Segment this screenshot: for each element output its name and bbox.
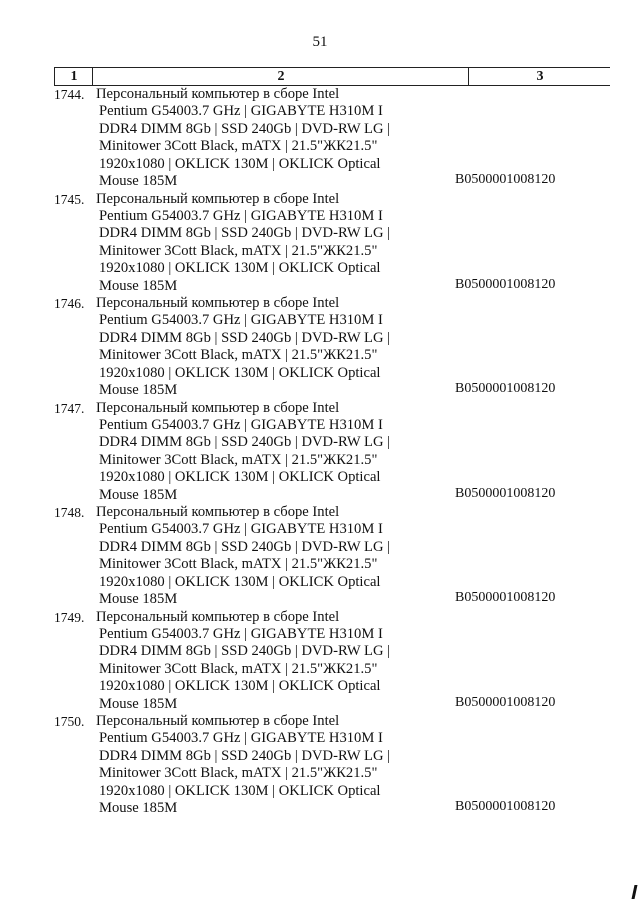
table-body (54, 86, 610, 818)
description-line: DDR4 DIMM 8Gb | SSD 240Gb | DVD-RW LG | (99, 747, 391, 764)
description-line: Pentium G54003.7 GHz | GIGABYTE H310M I (99, 521, 383, 538)
table-row (54, 504, 610, 609)
table-header-row (54, 67, 610, 86)
description-line: Minitower 3Cott Black, mATX | 21.5"ЖК21.5" (99, 138, 378, 155)
table-row (54, 86, 610, 191)
description-line: Персональный компьютер в сборе Intel (96, 295, 340, 311)
description-line: Minitower 3Cott Black, mATX | 21.5"ЖК21.5" (99, 765, 378, 782)
row-number: 1750. (54, 714, 85, 729)
row-number: 1747. (54, 400, 85, 416)
description-line: 1920x1080 | OKLICK 130M | OKLICK Optical (99, 469, 381, 486)
row-number: 1744. (54, 87, 85, 102)
table-row (54, 400, 610, 505)
description-line: Minitower 3Cott Black, mATX | 21.5"ЖК21.5" (99, 451, 378, 468)
inventory-code: B0500001008120 (455, 590, 556, 606)
description-line: Pentium G54003.7 GHz | GIGABYTE H310M I (99, 625, 383, 642)
description-line: Персональный компьютер в сборе Intel (96, 608, 340, 625)
row-description (96, 86, 426, 190)
description-line: 1920x1080 | OKLICK 130M | OKLICK Optical (99, 155, 381, 172)
description-line: Mouse 185M (99, 695, 178, 712)
inventory-code: B0500001008120 (455, 485, 556, 501)
description-line: Mouse 185M (99, 486, 178, 503)
inventory-code: B0500001008120 (455, 694, 556, 710)
description-line: Персональный компьютер в сборе Intel (96, 399, 340, 416)
description-line: 1920x1080 | OKLICK 130M | OKLICK Optical (99, 260, 381, 277)
column-header-2: 2 (92, 68, 469, 85)
page-number: 51 (312, 34, 328, 50)
inventory-table (54, 67, 610, 818)
description-line: DDR4 DIMM 8Gb | SSD 240Gb | DVD-RW LG | (99, 538, 391, 555)
table-row (54, 609, 610, 714)
description-line: Mouse 185M (99, 382, 178, 399)
row-number: 1746. (54, 296, 85, 311)
description-line: 1920x1080 | OKLICK 130M | OKLICK Optical (99, 782, 381, 799)
description-line: 1920x1080 | OKLICK 130M | OKLICK Optical (99, 678, 381, 695)
inventory-code: B0500001008120 (455, 172, 556, 188)
description-line: 1920x1080 | OKLICK 130M | OKLICK Optical (99, 364, 381, 381)
row-description (96, 504, 426, 608)
row-description (96, 400, 426, 504)
description-line: Minitower 3Cott Black, mATX | 21.5"ЖК21.5" (99, 242, 378, 259)
table-row (54, 713, 610, 818)
table-row (54, 191, 610, 296)
description-line: Pentium G54003.7 GHz | GIGABYTE H310M I (99, 207, 383, 224)
description-line: DDR4 DIMM 8Gb | SSD 240Gb | DVD-RW LG | (99, 643, 391, 660)
row-description (96, 191, 426, 295)
table-row (54, 295, 610, 400)
description-line: Персональный компьютер в сборе Intel (96, 504, 340, 520)
description-line: Mouse 185M (99, 277, 178, 294)
description-line: Mouse 185M (99, 173, 178, 190)
description-line: Minitower 3Cott Black, mATX | 21.5"ЖК21.5" (99, 347, 378, 364)
scan-artifact-mark (632, 885, 638, 899)
row-number: 1745. (54, 191, 85, 207)
description-line: DDR4 DIMM 8Gb | SSD 240Gb | DVD-RW LG | (99, 225, 391, 242)
description-line: Minitower 3Cott Black, mATX | 21.5"ЖК21.5" (99, 660, 378, 677)
description-line: Minitower 3Cott Black, mATX | 21.5"ЖК21.5" (99, 556, 378, 573)
inventory-code: B0500001008120 (455, 799, 556, 815)
inventory-code: B0500001008120 (455, 276, 556, 292)
description-line: DDR4 DIMM 8Gb | SSD 240Gb | DVD-RW LG | (99, 120, 391, 137)
description-line: Персональный компьютер в сборе Intel (96, 713, 340, 729)
description-line: Персональный компьютер в сборе Intel (96, 190, 340, 207)
description-line: 1920x1080 | OKLICK 130M | OKLICK Optical (99, 573, 381, 590)
column-header-3: 3 (468, 68, 611, 85)
description-line: Персональный компьютер в сборе Intel (96, 86, 340, 102)
row-description (96, 295, 426, 399)
row-description (96, 609, 426, 713)
inventory-code: B0500001008120 (455, 381, 556, 397)
row-description (96, 713, 426, 817)
description-line: DDR4 DIMM 8Gb | SSD 240Gb | DVD-RW LG | (99, 329, 391, 346)
description-line: Mouse 185M (99, 591, 178, 608)
description-line: DDR4 DIMM 8Gb | SSD 240Gb | DVD-RW LG | (99, 434, 391, 451)
description-line: Pentium G54003.7 GHz | GIGABYTE H310M I (99, 312, 383, 329)
row-number: 1749. (54, 609, 85, 625)
description-line: Pentium G54003.7 GHz | GIGABYTE H310M I (99, 103, 383, 120)
row-number: 1748. (54, 505, 85, 520)
description-line: Pentium G54003.7 GHz | GIGABYTE H310M I (99, 416, 383, 433)
column-header-1: 1 (54, 68, 93, 85)
description-line: Mouse 185M (99, 800, 178, 817)
description-line: Pentium G54003.7 GHz | GIGABYTE H310M I (99, 730, 383, 747)
